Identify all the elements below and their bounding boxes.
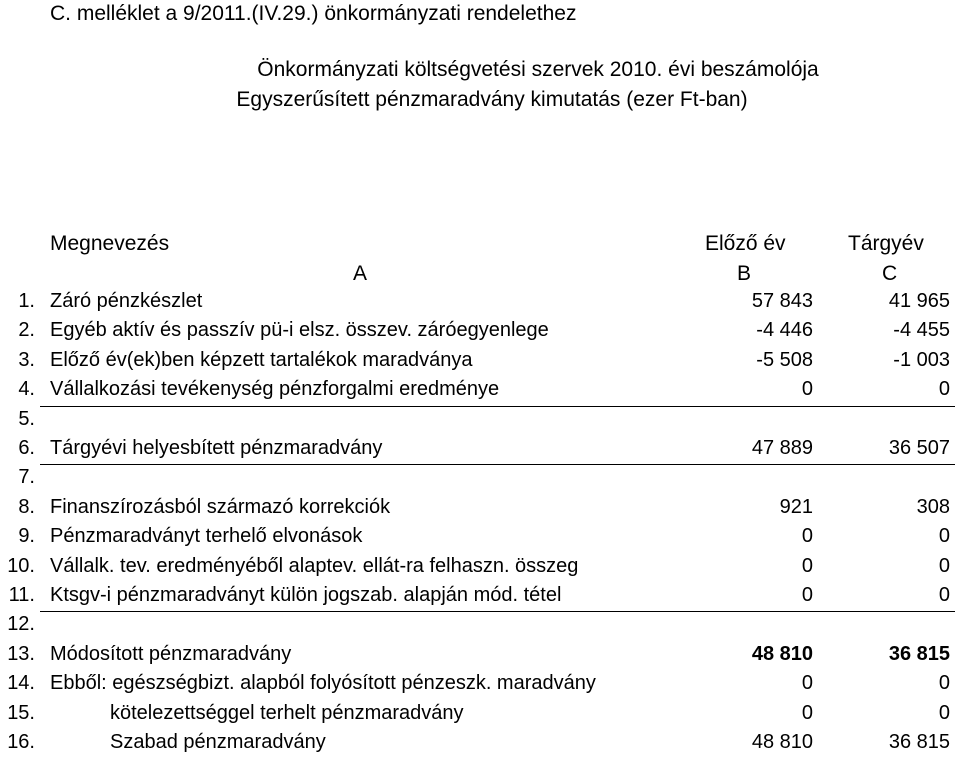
row-prev-value: 0 (801, 554, 813, 577)
row-number: 12. (7, 613, 35, 636)
row-curr-value: 36 815 (888, 731, 950, 753)
row-prev-value: 48 810 (751, 731, 813, 753)
row-curr-value: -1 003 (893, 348, 950, 371)
row-number: 13. (7, 642, 35, 665)
row-curr-value: 308 (916, 495, 950, 518)
row-prev-value: 0 (801, 378, 813, 401)
table-row (0, 408, 960, 437)
table-row (0, 378, 960, 407)
row-curr-value: 0 (938, 378, 950, 401)
row-curr-value: 0 (938, 672, 950, 695)
row-number: 10. (7, 554, 35, 577)
row-prev-value: 921 (779, 495, 813, 518)
row-number: 15. (7, 701, 35, 724)
row-prev-value: 0 (801, 525, 813, 548)
row-number: 6. (18, 437, 35, 459)
row-number: 14. (7, 672, 35, 695)
row-separator (40, 406, 955, 407)
row-name: Tárgyévi helyesbített pénzmaradvány (50, 437, 383, 459)
row-name: Egyéb aktív és passzív pü-i elsz. összev. záróegyenlege (50, 319, 549, 342)
row-prev-value: 0 (801, 701, 813, 724)
document-title: Önkormányzati költségvetési szervek 2010. évi beszámolója (257, 58, 819, 81)
table-row (0, 349, 960, 378)
row-curr-value: 0 (938, 584, 950, 606)
table-row (0, 643, 960, 672)
row-name: Szabad pénzmaradvány (110, 731, 326, 753)
row-number: 5. (18, 407, 35, 430)
table-row (0, 555, 960, 584)
row-curr-value: 41 965 (888, 290, 950, 312)
row-name: Módosított pénzmaradvány (50, 642, 292, 665)
table-row (0, 613, 960, 642)
column-letter-b: B (737, 262, 752, 285)
row-curr-value: 36 815 (888, 642, 950, 665)
row-name: Vállalk. tev. eredményéből alaptev. ellát-ra felhaszn. összeg (50, 554, 579, 577)
table-row (0, 466, 960, 495)
column-header-prev: Előző év (705, 232, 786, 255)
row-name: Előző év(ek)ben képzett tartalékok maradványa (50, 348, 473, 371)
table-row (0, 290, 960, 319)
row-prev-value: 0 (801, 584, 813, 606)
row-number: 3. (18, 348, 35, 371)
table-row (0, 584, 960, 613)
row-curr-value: 36 507 (888, 437, 950, 459)
row-number: 9. (18, 525, 35, 548)
column-header-curr: Tárgyév (848, 232, 924, 255)
row-curr-value: 0 (938, 701, 950, 724)
table-row (0, 731, 960, 760)
row-separator (40, 464, 955, 465)
row-curr-value: -4 455 (893, 319, 950, 342)
row-separator (40, 611, 955, 612)
table-row (0, 496, 960, 525)
row-prev-value: 57 843 (751, 290, 813, 312)
row-number: 1. (18, 290, 35, 312)
row-prev-value: 47 889 (751, 437, 813, 459)
row-name: kötelezettséggel terhelt pénzmaradvány (110, 701, 464, 724)
row-number: 16. (7, 731, 35, 753)
row-prev-value: 0 (801, 672, 813, 695)
row-prev-value: -4 446 (756, 319, 813, 342)
table-row (0, 672, 960, 701)
document-subtitle: Egyszerűsített pénzmaradvány kimutatás (ezer Ft-ban) (236, 88, 748, 111)
row-prev-value: 48 810 (751, 642, 813, 665)
column-letter-a: A (353, 262, 368, 285)
document-header: C. melléklet a 9/2011.(IV.29.) önkormányzati rendelethez (50, 2, 577, 25)
row-prev-value: -5 508 (756, 348, 813, 371)
table-row (0, 525, 960, 554)
row-number: 4. (18, 378, 35, 401)
row-curr-value: 0 (938, 554, 950, 577)
row-number: 2. (18, 319, 35, 342)
row-number: 11. (8, 584, 35, 606)
row-curr-value: 0 (938, 525, 950, 548)
row-number: 7. (18, 466, 35, 489)
row-number: 8. (18, 495, 35, 518)
column-header-name: Megnevezés (50, 232, 170, 255)
row-name: Záró pénzkészlet (50, 290, 203, 312)
column-letter-c: C (882, 262, 898, 285)
row-name: Finanszírozásból származó korrekciók (50, 495, 391, 518)
table-row (0, 319, 960, 348)
row-name: Pénzmaradványt terhelő elvonások (50, 525, 363, 548)
row-name: Ktsgv-i pénzmaradványt külön jogszab. alapján mód. tétel (50, 584, 562, 606)
row-name: Ebből: egészségbizt. alapból folyósított pénzeszk. maradvány (50, 672, 596, 695)
table-row (0, 702, 960, 731)
table-row (0, 437, 960, 466)
row-name: Vállalkozási tevékenység pénzforgalmi eredménye (50, 378, 500, 401)
